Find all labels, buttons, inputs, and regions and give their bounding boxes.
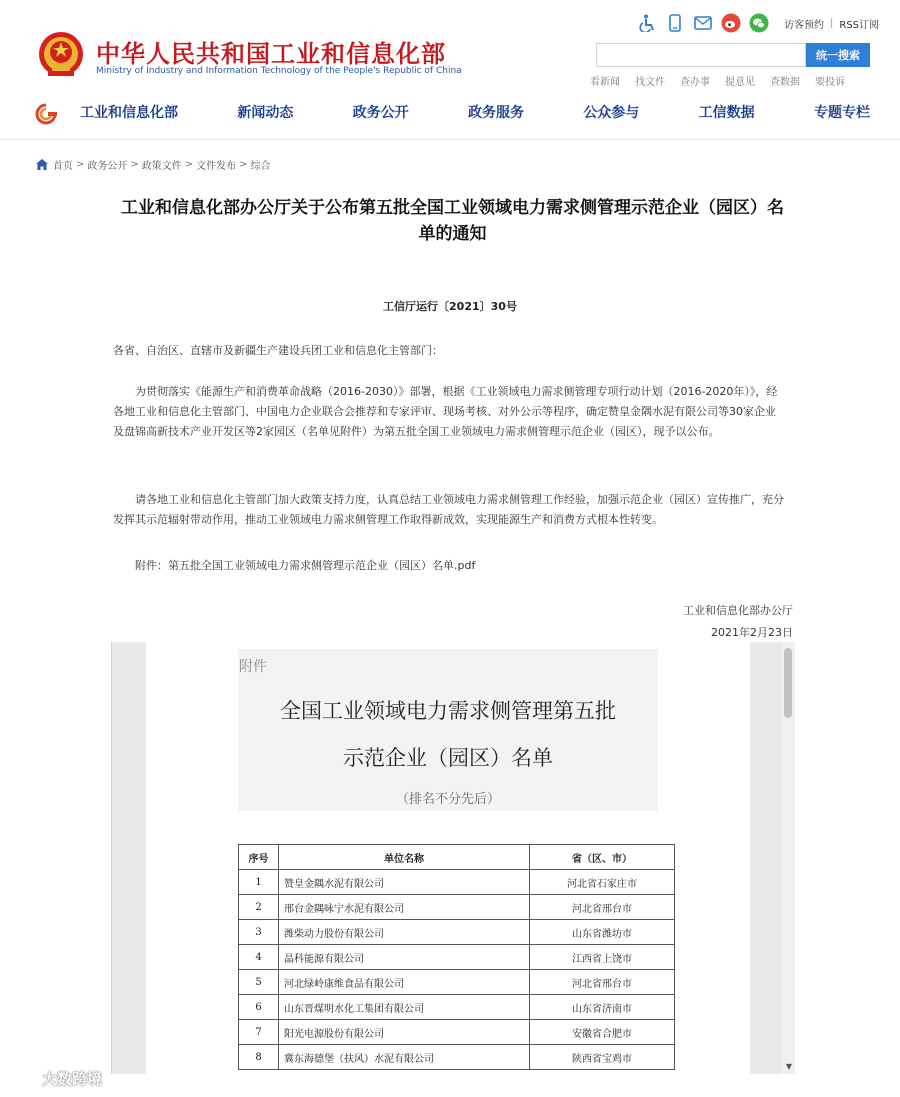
column-header-province: 省（区、市） [530, 845, 675, 870]
site-title[interactable]: 中华人民共和国工业和信息化部 [96, 40, 446, 68]
enterprise-table [238, 844, 675, 1070]
scroll-down-arrow-icon[interactable]: ▼ [785, 1062, 792, 1071]
nav-item-gov-services[interactable]: 政务服务 [467, 105, 524, 121]
breadcrumb-general[interactable]: 综合 [250, 161, 271, 172]
row-company: 晶科能源有限公司 [279, 945, 530, 970]
quick-link-data[interactable]: 查数据 [770, 77, 800, 88]
row-index: 1 [239, 870, 279, 895]
site-subtitle: Ministry of Industry and Information Technology of the People's Republic of China [96, 66, 462, 76]
issue-date: 2021年2月23日 [711, 626, 793, 639]
row-province: 山东省济南市 [530, 995, 675, 1020]
pdf-heading-line-2: 示范企业（园区）名单 [343, 746, 553, 770]
breadcrumb-separator: > [239, 159, 248, 170]
salutation: 各省、自治区、直辖市及新疆生产建设兵团工业和信息化主管部门： [113, 344, 443, 357]
nav-item-special-topics[interactable]: 专题专栏 [813, 105, 870, 121]
row-province: 安徽省合肥市 [530, 1020, 675, 1045]
row-province: 河北省邢台市 [530, 970, 675, 995]
row-company: 潍柴动力股份有限公司 [279, 920, 530, 945]
table-header-row [239, 845, 675, 870]
document-number: 工信厅运行〔2021〕30号 [383, 300, 517, 313]
row-index: 2 [239, 895, 279, 920]
nav-item-public-participation[interactable]: 公众参与 [583, 105, 640, 121]
article-title: 工业和信息化部办公厅关于公布第五批全国工业领域电力需求侧管理示范企业（园区）名单的通知 [121, 198, 784, 244]
mobile-icon[interactable] [664, 12, 686, 34]
row-province: 河北省石家庄市 [530, 870, 675, 895]
breadcrumb-policy-docs[interactable]: 政策文件 [141, 161, 182, 172]
row-index: 3 [239, 920, 279, 945]
breadcrumb-home[interactable]: 首页 [53, 161, 73, 172]
search-button[interactable]: 统一搜索 [806, 43, 870, 67]
row-province: 山东省潍坊市 [530, 920, 675, 945]
weibo-icon[interactable] [720, 12, 742, 34]
table-row [239, 870, 675, 895]
pdf-heading-background [238, 649, 658, 811]
tool-separator: | [830, 17, 834, 29]
body-paragraph-2: 请各地工业和信息化主管部门加大政策支持力度，认真总结工业领域电力需求侧管理工作经验，加强示范企业（园区）宣传推广，充分发挥其示范辐射带动作用，推动工业领域电力需求侧管理工作取得新成效，实现能源生产和消费方式根本性转变。 [113, 493, 784, 526]
row-index: 8 [239, 1045, 279, 1070]
row-company: 山东晋煤明水化工集团有限公司 [279, 995, 530, 1020]
home-icon[interactable] [36, 159, 48, 170]
watermark-text: 大数跨境 [42, 1070, 103, 1088]
breadcrumb-doc-release[interactable]: 文件发布 [196, 161, 237, 172]
breadcrumb-separator: > [76, 159, 85, 170]
nav-item-news[interactable]: 新闻动态 [237, 105, 294, 121]
national-emblem-icon[interactable] [36, 30, 86, 80]
header-tools [636, 12, 879, 34]
search-input[interactable] [596, 43, 806, 67]
table-row [239, 1045, 675, 1070]
watermark-logo-icon [8, 1070, 38, 1088]
nav-item-miit[interactable]: 工业和信息化部 [80, 105, 178, 121]
watermark [8, 1068, 102, 1089]
row-province: 陕西省宝鸡市 [530, 1045, 675, 1070]
table-row [239, 970, 675, 995]
row-company: 赞皇金隅水泥有限公司 [279, 870, 530, 895]
pdf-page [146, 642, 750, 1074]
row-index: 7 [239, 1020, 279, 1045]
signer: 工业和信息化部办公厅 [683, 604, 793, 617]
table-row [239, 995, 675, 1020]
pdf-attachment-label: 附件 [239, 659, 267, 675]
pdf-scrollbar[interactable] [781, 642, 795, 1074]
row-company: 邢台金隅咏宁水泥有限公司 [279, 895, 530, 920]
body-paragraph-1: 为贯彻落实《能源生产和消费革命战略（2016-2030）》部署，根据《工业领域电力需求侧管理专项行动计划（2016-2020年）》，经各地工业和信息化主管部门、中国电力企业联合会推荐和专家评审、现场考核、对外公示等程序，确定赞皇金隅水泥有限公司等30家企业及盘锦高新技术产业开发区等2家园区（名单见附件）为第五批全国工业领域电力需求侧管理示范企业（园区），现予以公布。 [113, 385, 778, 438]
breadcrumb-separator: > [184, 159, 194, 170]
quick-link-complaint[interactable]: 要投诉 [815, 77, 845, 88]
row-company: 冀东海德堡（扶风）水泥有限公司 [279, 1045, 530, 1070]
column-header-index: 序号 [239, 845, 279, 870]
quick-link-feedback[interactable]: 提意见 [725, 77, 755, 88]
miit-logo-icon[interactable] [34, 103, 58, 125]
visitor-booking-link[interactable]: 访客预约 [784, 19, 824, 31]
row-index: 4 [239, 945, 279, 970]
quick-link-news[interactable]: 看新闻 [590, 77, 620, 88]
nav-item-gov-affairs[interactable]: 政务公开 [352, 105, 409, 121]
breadcrumb-gov-affairs[interactable]: 政务公开 [87, 161, 128, 172]
row-company: 河北绿岭康维食品有限公司 [279, 970, 530, 995]
nav-item-data[interactable]: 工信数据 [698, 105, 755, 121]
table-row [239, 1020, 675, 1045]
pdf-scrollbar-thumb[interactable] [784, 648, 792, 718]
column-header-name: 单位名称 [279, 845, 530, 870]
row-province: 河北省邢台市 [530, 895, 675, 920]
site-header [0, 0, 900, 140]
breadcrumb-separator: > [130, 159, 139, 170]
table-row [239, 920, 675, 945]
row-company: 阳光电源股份有限公司 [279, 1020, 530, 1045]
row-index: 6 [239, 995, 279, 1020]
wechat-icon[interactable] [748, 12, 770, 34]
quick-link-files[interactable]: 找文件 [635, 77, 665, 88]
quick-link-services[interactable]: 查办事 [680, 77, 710, 88]
main-nav [80, 102, 870, 122]
rss-link[interactable]: RSS订阅 [839, 19, 880, 31]
signature-block [683, 600, 793, 644]
pdf-heading-line-1: 全国工业领域电力需求侧管理第五批 [280, 699, 616, 723]
table-row [239, 945, 675, 970]
row-province: 江西省上饶市 [530, 945, 675, 970]
pdf-ranking-note: （排名不分先后） [395, 792, 500, 807]
pdf-viewer[interactable] [111, 642, 795, 1074]
attachment-link[interactable]: 附件：第五批全国工业领域电力需求侧管理示范企业（园区）名单.pdf [135, 559, 476, 572]
table-row [239, 895, 675, 920]
accessibility-icon[interactable] [636, 12, 658, 34]
row-index: 5 [239, 970, 279, 995]
breadcrumb [36, 157, 271, 172]
quick-links [590, 73, 860, 88]
mail-icon[interactable] [692, 12, 714, 34]
